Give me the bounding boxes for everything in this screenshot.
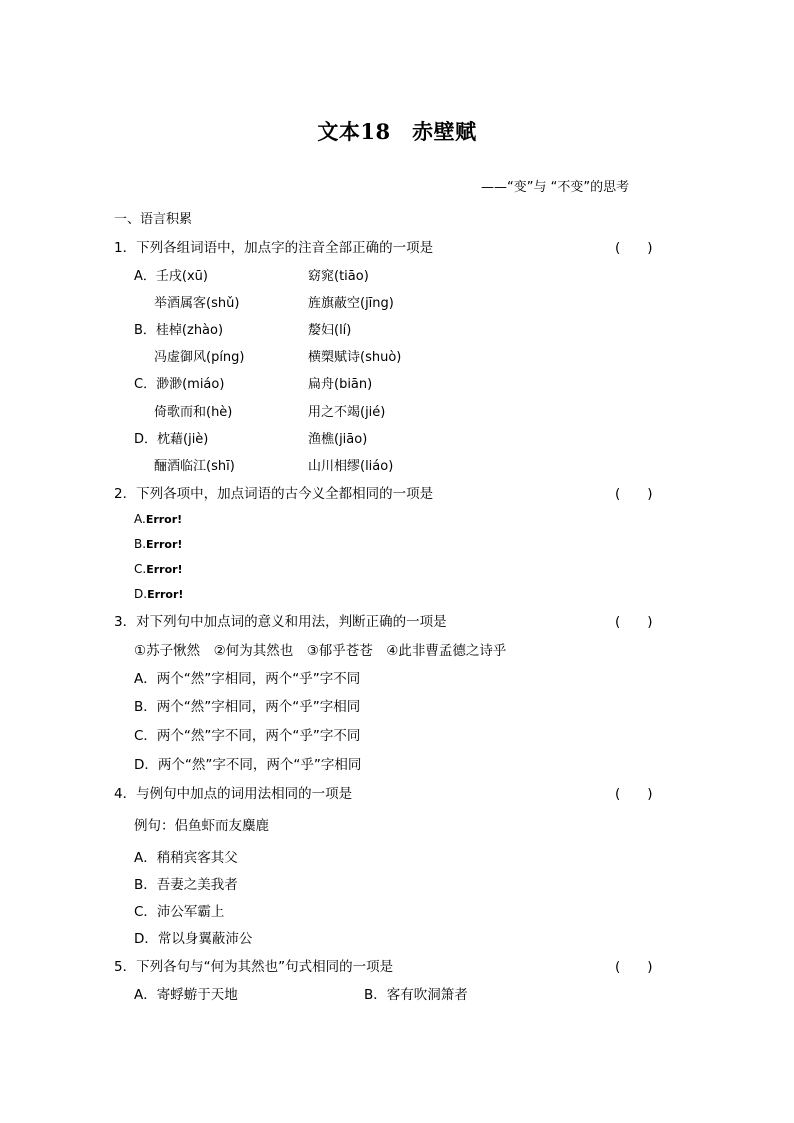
page-title: 文本18 赤壁赋	[317, 119, 477, 144]
q1-option-b-2: 嫠妇(lí)	[308, 323, 352, 338]
option-label: D.	[134, 587, 148, 601]
answer-paren-1: ( )	[615, 240, 653, 256]
q4-example: 例句：侣鱼虾而友麋鹿	[134, 818, 269, 834]
q1-option-c-2: 扁舟(biān)	[308, 377, 373, 392]
q1-option-b-3: 冯虚御风(píng)	[154, 350, 245, 365]
error-text: Error!	[147, 588, 184, 601]
q3-option-b: B．两个“然”字相同，两个“乎”字相同	[134, 699, 361, 715]
q1-option-d-2: 渔樵(jiāo)	[308, 432, 368, 447]
answer-paren-3: ( )	[615, 614, 653, 630]
q3-option-c: C．两个“然”字不同，两个“乎”字不同	[134, 728, 361, 744]
error-text: Error!	[145, 513, 183, 526]
q1-option-c-3: 倚歌而和(hè)	[154, 405, 233, 420]
question-3-stem: 3．对下列句中加点词的意义和用法，判断正确的一项是	[114, 614, 447, 630]
answer-paren-4: ( )	[615, 786, 653, 802]
section-heading: 一、语言积累	[114, 212, 193, 227]
answer-paren-2: ( )	[615, 486, 653, 502]
q2-option-b	[134, 537, 182, 551]
q1-option-a-1: A．壬戌(xū)	[134, 269, 208, 284]
q1-option-a-3: 举酒属客(shǔ)	[154, 296, 240, 311]
error-text: Error!	[146, 538, 183, 551]
q1-option-c-4: 用之不竭(jié)	[308, 405, 386, 420]
q4-option-a: A．稍稍宾客其父	[134, 850, 238, 866]
q4-option-d: D．常以身翼蔽沛公	[134, 931, 253, 947]
question-2-stem: 2．下列各项中，加点词语的古今义全都相同的一项是	[114, 486, 434, 502]
question-4-stem: 4．与例句中加点的词用法相同的一项是	[114, 786, 353, 802]
q3-option-d: D．两个“然”字不同，两个“乎”字相同	[134, 757, 362, 773]
q5-option-b: B．客有吹洞箫者	[364, 987, 468, 1003]
q2-option-d	[134, 587, 183, 601]
q1-option-a-4: 旌旗蔽空(jīng)	[308, 296, 394, 311]
question-1-stem: 1．下列各组词语中，加点字的注音全部正确的一项是	[114, 240, 434, 256]
q1-option-b-4: 横槊赋诗(shuò)	[308, 350, 402, 365]
q1-option-d-3: 酾酒临江(shī)	[154, 459, 235, 474]
option-label: A.	[134, 512, 146, 526]
q1-option-d-1: D．枕藉(jiè)	[134, 432, 209, 447]
question-5-stem: 5．下列各句与“何为其然也”句式相同的一项是	[114, 959, 394, 975]
q2-option-c	[134, 562, 183, 576]
q1-option-a-2: 窈窕(tiāo)	[308, 269, 369, 284]
q5-option-a: A．寄蜉蝣于天地	[134, 987, 238, 1003]
q1-option-d-4: 山川相缪(liáo)	[308, 459, 394, 474]
option-label: C.	[134, 562, 147, 576]
error-text: Error!	[146, 563, 183, 576]
answer-paren-5: ( )	[615, 959, 653, 975]
q1-option-c-1: C．渺渺(miáo)	[134, 377, 225, 392]
q3-option-a: A．两个“然”字相同，两个“乎”字不同	[134, 671, 361, 687]
q4-option-c: C．沛公军霸上	[134, 904, 225, 920]
page-subtitle: ——“变”与 “不变”的思考	[481, 180, 630, 195]
q3-items: ①苏子愀然 ②何为其然也 ③郁乎苍苍 ④此非曹孟德之诗乎	[134, 643, 507, 659]
option-label: B.	[134, 537, 147, 551]
q4-option-b: B．吾妻之美我者	[134, 877, 238, 893]
q2-option-a	[134, 512, 182, 526]
q1-option-b-1: B．桂棹(zhào)	[134, 323, 224, 338]
